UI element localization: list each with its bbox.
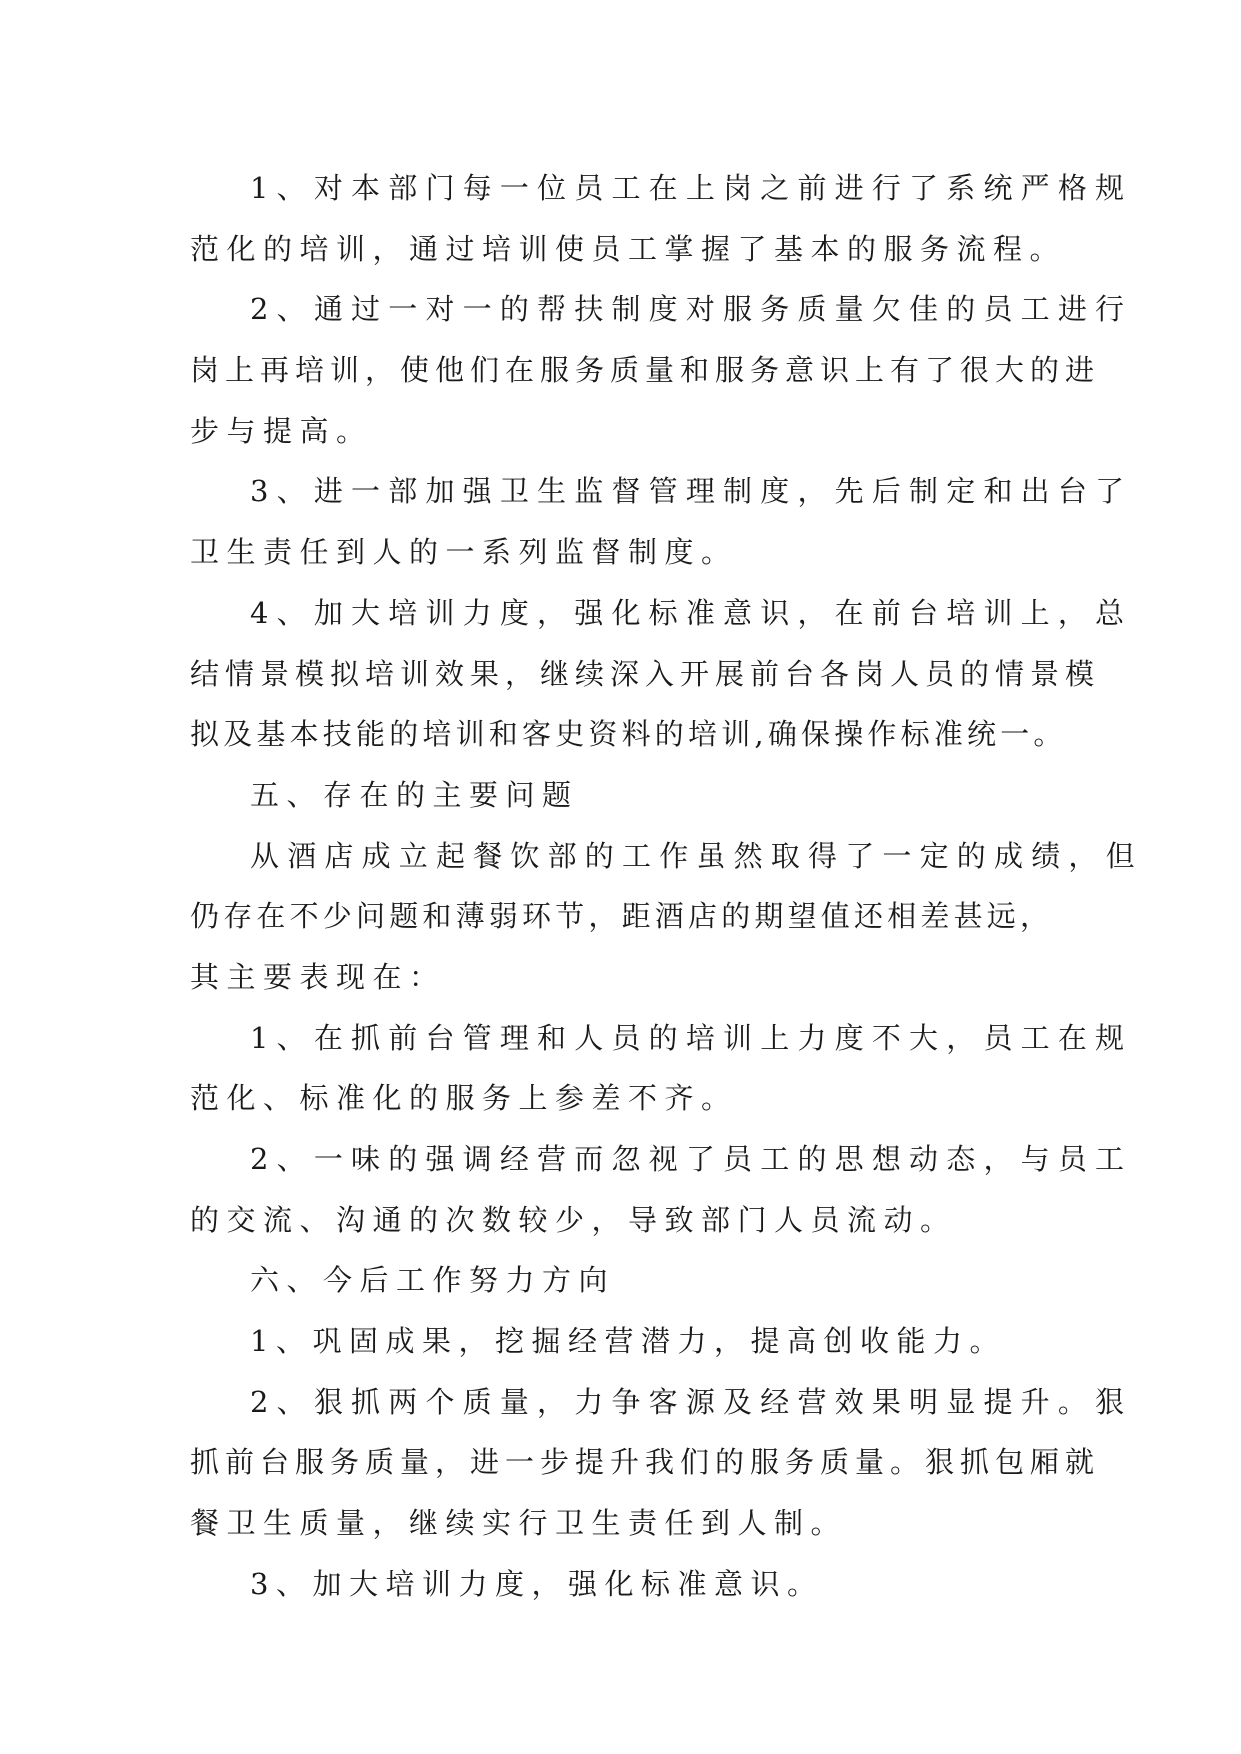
paragraph-line: 仍存在不少问题和薄弱环节，距酒店的期望值还相差甚远， [190, 899, 1054, 934]
paragraph-line: 1、在抓前台管理和人员的培训上力度不大，员工在规 [250, 1020, 1133, 1055]
paragraph-line: 拟及基本技能的培训和客史资料的培训,确保操作标准统一。 [190, 717, 1067, 752]
paragraph-line: 4、加大培训力度，强化标准意识，在前台培训上，总 [250, 595, 1133, 630]
section-heading: 六、今后工作努力方向 [250, 1263, 616, 1298]
paragraph-line: 1、巩固成果，挖掘经营潜力，提高创收能力。 [250, 1324, 1006, 1359]
paragraph-line: 范化的培训，通过培训使员工掌握了基本的服务流程。 [190, 231, 1067, 266]
paragraph-line: 3、进一部加强卫生监督管理制度，先后制定和出台了 [250, 474, 1133, 509]
paragraph-line: 岗上再培训，使他们在服务质量和服务意识上有了很大的进 [190, 353, 1101, 388]
paragraph-line: 范化、标准化的服务上参差不齐。 [190, 1081, 738, 1116]
paragraph-line: 3、加大培训力度，强化标准意识。 [250, 1566, 824, 1601]
paragraph-line: 1、对本部门每一位员工在上岗之前进行了系统严格规 [250, 171, 1133, 205]
paragraph-line: 其主要表现在： [190, 959, 446, 994]
paragraph-line: 抓前台服务质量，进一步提升我们的服务质量。狠抓包厢就 [190, 1445, 1101, 1480]
paragraph-line: 2、一味的强调经营而忽视了员工的思想动态，与员工 [250, 1142, 1133, 1176]
paragraph-line: 2、狠抓两个质量，力争客源及经营效果明显提升。狠 [250, 1384, 1133, 1419]
paragraph-line: 2、通过一对一的帮扶制度对服务质量欠佳的员工进行 [250, 292, 1133, 327]
paragraph-line: 餐卫生质量，继续实行卫生责任到人制。 [190, 1506, 848, 1541]
document-body [190, 158, 1143, 1615]
section-heading: 五、存在的主要问题 [250, 777, 579, 812]
paragraph-line: 卫生责任到人的一系列监督制度。 [190, 535, 738, 570]
paragraph-line: 的交流、沟通的次数较少，导致部门人员流动。 [190, 1202, 957, 1237]
paragraph-line: 从酒店成立起餐饮部的工作虽然取得了一定的成绩，但 [250, 838, 1143, 873]
paragraph-line: 步与提高。 [190, 413, 373, 448]
paragraph-line: 结情景模拟培训效果，继续深入开展前台各岗人员的情景模 [190, 656, 1101, 691]
